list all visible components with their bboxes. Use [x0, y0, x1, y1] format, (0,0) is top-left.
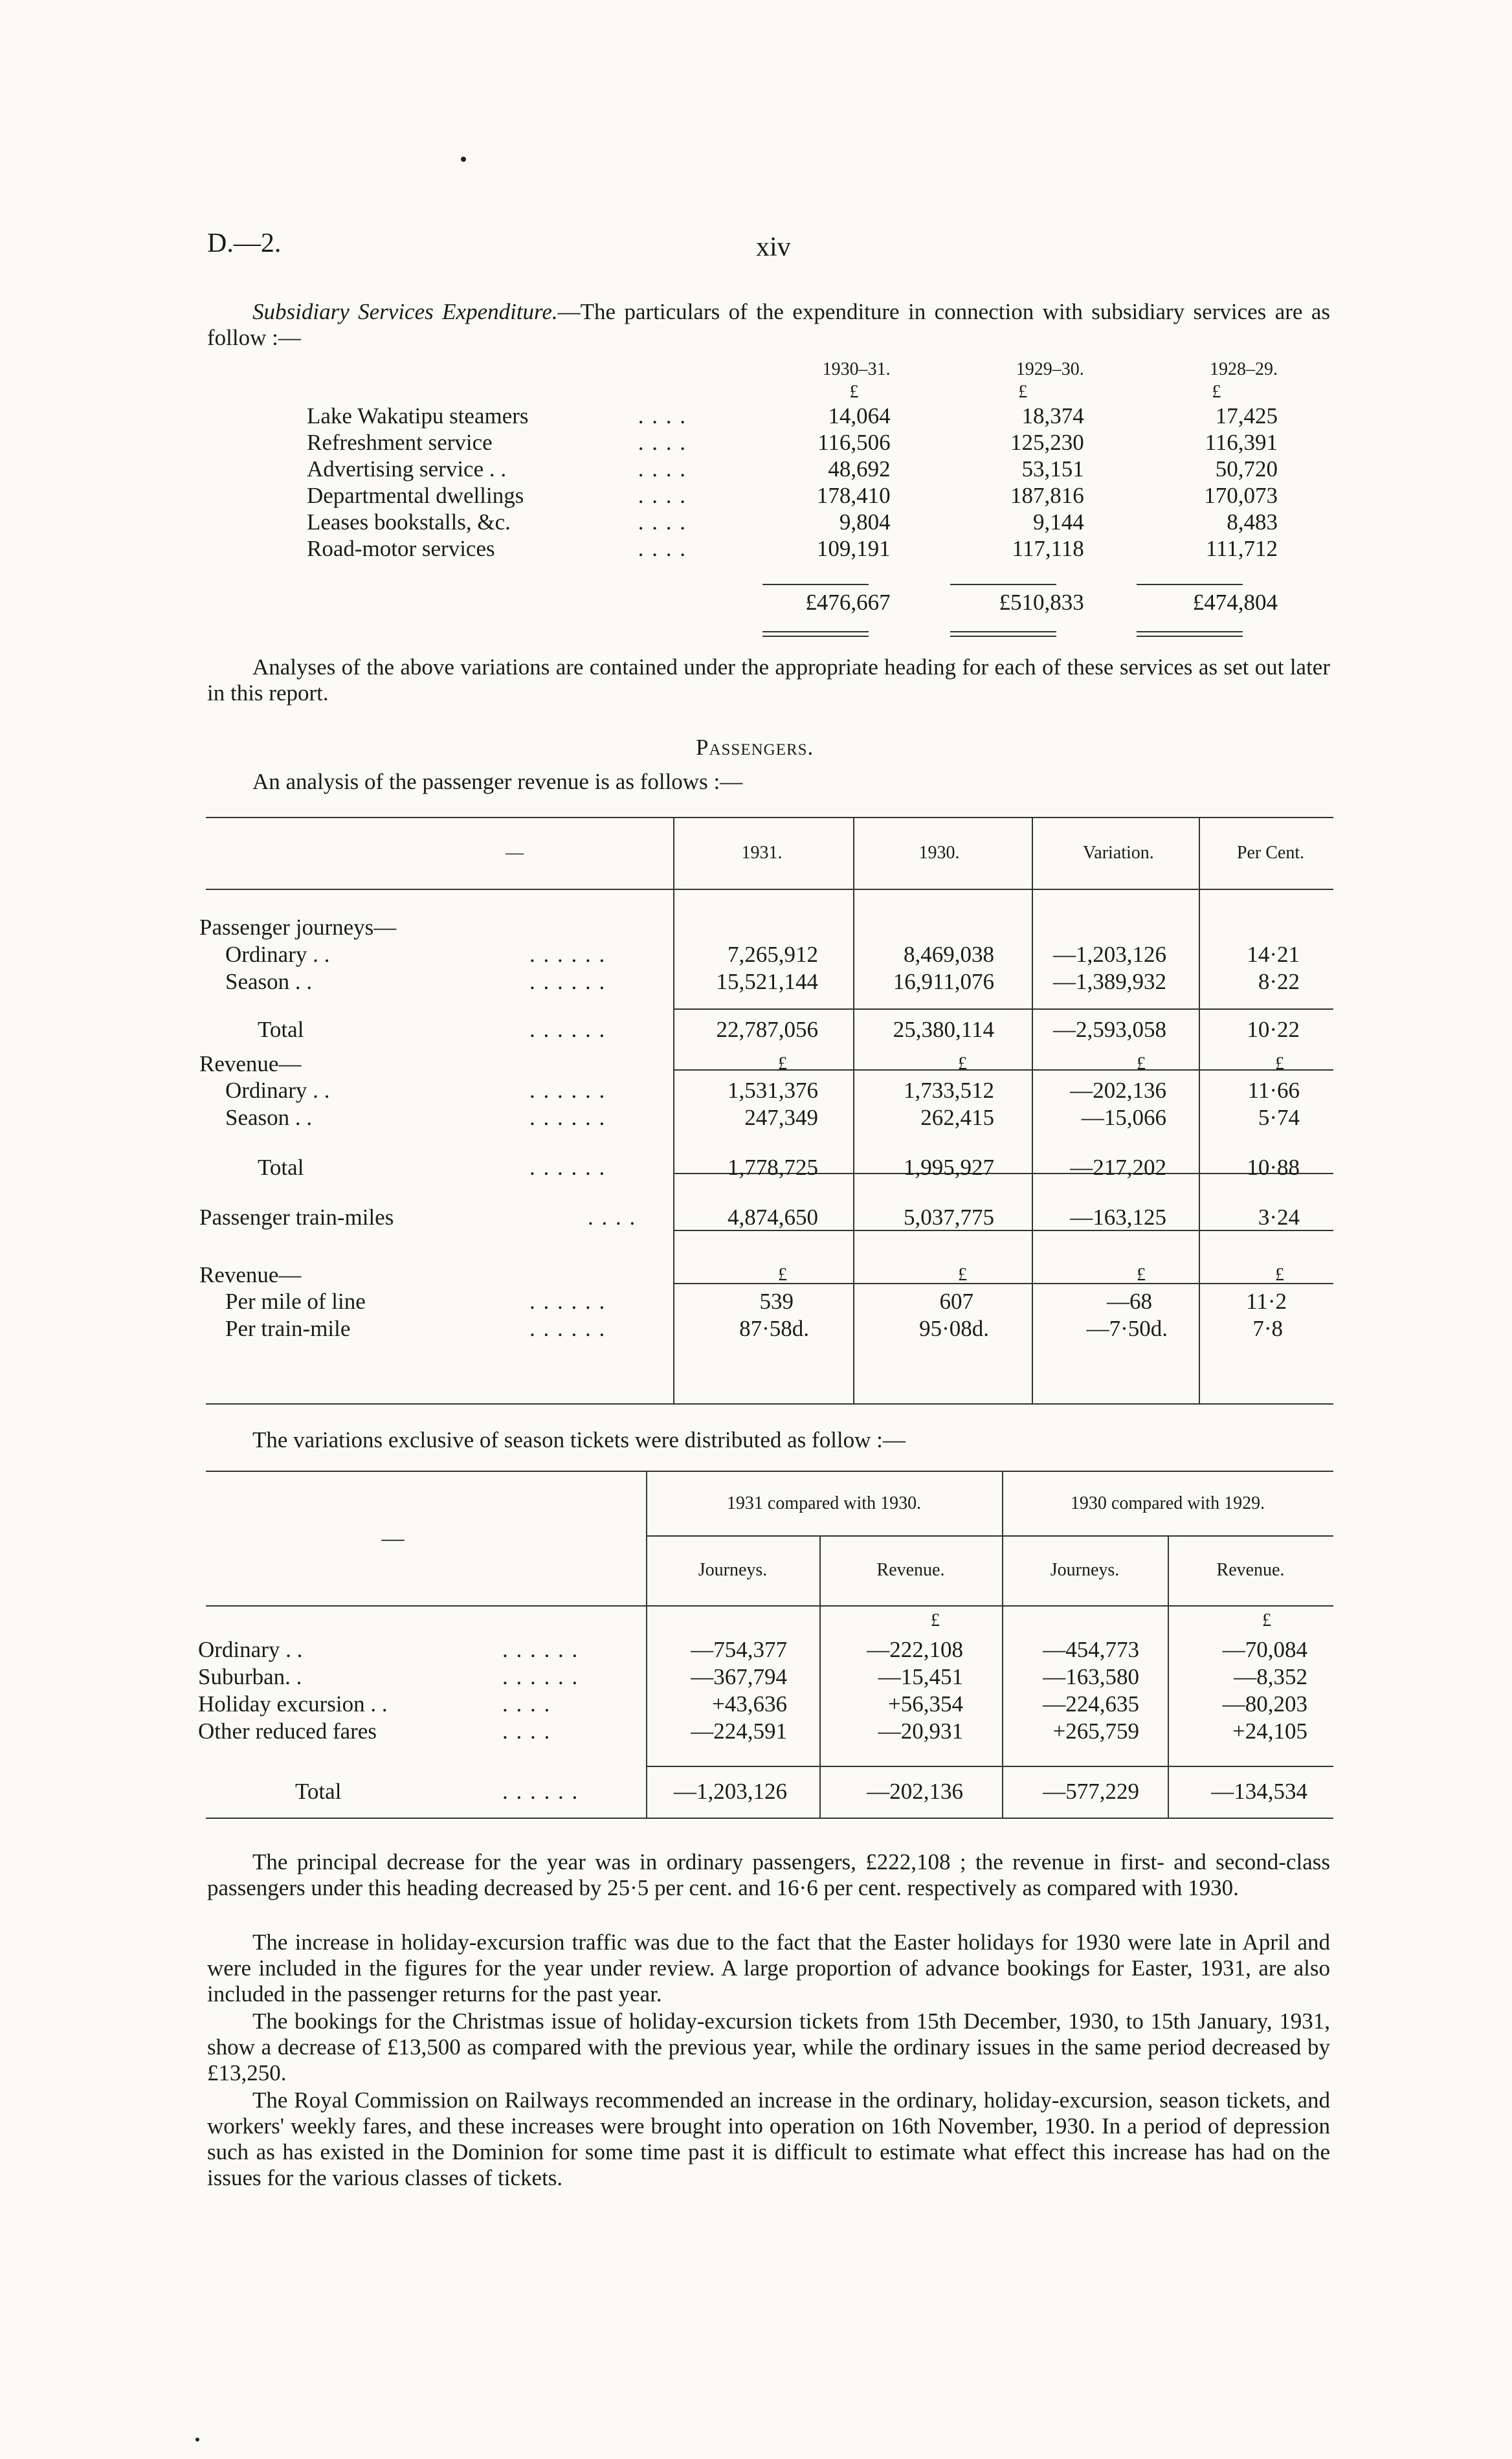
table-row	[307, 403, 1278, 429]
cell-value: 1,531,376	[728, 1078, 818, 1103]
table-row	[198, 1691, 1333, 1718]
cell-value: 95·08d.	[919, 1316, 989, 1341]
leader-dots: . . . .	[638, 429, 687, 455]
cell-value: —70,084	[1222, 1637, 1307, 1662]
cell-value: —1,203,126	[1053, 942, 1166, 967]
cell-value: —15,451	[878, 1664, 963, 1689]
table-row	[199, 1190, 1333, 1245]
cell-value: —80,203	[1222, 1691, 1307, 1717]
currency-symbol: £	[1137, 1265, 1146, 1285]
cell-value: 9,144	[1033, 509, 1084, 535]
col-header: Revenue.	[876, 1560, 945, 1580]
cell-value: 178,410	[816, 482, 891, 508]
double-rule	[762, 631, 869, 637]
leader-dots: . . . . . .	[529, 1078, 606, 1103]
subsidiary-col-3: 1928–29.	[1210, 359, 1278, 379]
cell-value: 11·2	[1246, 1289, 1287, 1314]
table-row	[199, 1104, 1333, 1131]
cell-value: —163,125	[1070, 1205, 1166, 1230]
cell-value: 11·66	[1247, 1078, 1300, 1103]
variations-intro: The variations exclusive of season tickets were distributed as follow :—	[252, 1427, 906, 1452]
cell-value: 8,469,038	[904, 942, 994, 967]
row-label: Ordinary . .	[225, 1078, 330, 1103]
table-row	[307, 482, 1278, 509]
subsidiary-col-2: 1929–30.	[1016, 359, 1084, 379]
cell-value: 116,391	[1205, 429, 1278, 455]
total-row	[198, 1767, 1333, 1816]
total-value: £474,804	[1192, 590, 1278, 615]
subsidiary-table	[307, 357, 1278, 619]
col-header: 1930.	[918, 843, 960, 863]
currency-symbol: £	[1212, 382, 1221, 402]
variations-table	[198, 1472, 1333, 1816]
currency-symbol: £	[931, 1610, 940, 1630]
leader-dots: . . . .	[638, 403, 687, 428]
total-row	[199, 1008, 1333, 1051]
cell-value: —163,580	[1043, 1664, 1139, 1689]
table-bottom-rule	[206, 1403, 1333, 1405]
cell-value: 539	[759, 1289, 794, 1314]
cell-value: —7·50d.	[1086, 1316, 1168, 1341]
currency-symbol: £	[958, 1054, 967, 1074]
table-row	[199, 968, 1333, 996]
document-code: D.—2.	[207, 228, 282, 258]
cell-value: —217,202	[1070, 1155, 1166, 1180]
cell-value: 17,425	[1215, 403, 1278, 428]
cell-value: —224,635	[1043, 1691, 1139, 1717]
section-heading: Passengers.	[696, 735, 814, 760]
row-label: Departmental dwellings	[307, 482, 524, 508]
page-speck	[195, 2438, 199, 2442]
leader-dots: . . . .	[588, 1205, 637, 1230]
currency-symbol: £	[1275, 1054, 1284, 1074]
cell-value: 8·22	[1258, 969, 1300, 994]
cell-value: 22,787,056	[716, 1017, 818, 1042]
row-label: Per mile of line	[225, 1289, 366, 1314]
cell-value: 16,911,076	[893, 969, 994, 994]
currency-symbol: £	[958, 1265, 967, 1285]
cell-value: 9,804	[839, 509, 891, 535]
row-label: Suburban. .	[198, 1664, 302, 1689]
cell-value: 14·21	[1247, 942, 1300, 967]
cell-value: 5,037,775	[904, 1205, 994, 1230]
row-label: Advertising service . .	[307, 456, 507, 482]
row-label: Ordinary . .	[225, 942, 330, 967]
table-row	[198, 1636, 1333, 1663]
col-header: Journeys.	[698, 1560, 768, 1580]
header-blank: —	[506, 843, 524, 863]
col-header: Journeys.	[1050, 1560, 1120, 1580]
table-row	[199, 1262, 1333, 1288]
cell-value: —2,593,058	[1053, 1017, 1166, 1042]
sum-rule	[950, 584, 1056, 585]
paragraph-holiday-excursion: The increase in holiday-excursion traffic was due to the fact that the Easter holidays for 1930 were late in April and were included in the figures for the year under review. A large proportion of advance bookings for Easter, 1931, are also included in the passenger returns for the past year.	[207, 1930, 1330, 2007]
cell-value: —202,136	[867, 1779, 963, 1804]
sum-rule	[762, 584, 869, 585]
paragraph-royal-commission: The Royal Commission on Railways recommended an increase in the ordinary, holiday-excursion, season tickets, and workers' weekly fares, and these increases were brought into operation on 16th November, 1930. In a period of depression such as has existed in the Dominion for some time past it is difficult to estimate what effect this increase has had on the issues for the various classes of tickets.	[207, 2087, 1330, 2190]
row-label: Other reduced fares	[198, 1719, 377, 1744]
col-header: Per Cent.	[1236, 843, 1305, 863]
paragraph-principal-decrease: The principal decrease for the year was in ordinary passengers, £222,108 ; the revenue in first- and second-class passengers under this heading decreased by 25·5 per cent. and 16·6 per cent. respectively as compared with 1930.	[207, 1849, 1330, 1900]
total-value: £476,667	[805, 590, 891, 615]
leader-dots: . . . . . .	[529, 942, 606, 967]
leader-dots: . . . . . .	[502, 1779, 579, 1804]
passenger-table	[199, 818, 1333, 1342]
cell-value: —1,389,932	[1053, 969, 1166, 994]
row-label: Per train-mile	[225, 1316, 351, 1341]
leader-dots: . . . . . .	[529, 969, 606, 994]
row-label: Ordinary . .	[198, 1637, 303, 1662]
leader-dots: . . . . . .	[529, 1316, 606, 1341]
totals-row	[307, 586, 1278, 619]
cell-value: 111,712	[1205, 535, 1278, 561]
cell-value: 125,230	[1010, 429, 1084, 455]
leader-dots: . . . .	[638, 456, 687, 482]
col-header: 1931.	[741, 843, 783, 863]
cell-value: 7·8	[1252, 1316, 1283, 1341]
cell-value: 53,151	[1021, 456, 1084, 482]
col-header: Variation.	[1083, 843, 1154, 863]
subsidiary-intro	[207, 299, 1330, 351]
table-row	[307, 429, 1278, 456]
leader-dots: . . . . . .	[529, 1017, 606, 1042]
double-rule	[950, 631, 1056, 637]
passengers-intro: An analysis of the passenger revenue is as follows :—	[252, 769, 743, 794]
row-label: Lake Wakatipu steamers	[307, 403, 529, 428]
leader-dots: . . . . . .	[529, 1105, 606, 1130]
leader-dots: . . . .	[638, 509, 687, 535]
leader-dots: . . . .	[502, 1691, 551, 1717]
cell-value: 15,521,144	[716, 969, 818, 994]
row-label: Season . .	[225, 969, 313, 994]
cell-value: 87·58d.	[739, 1316, 809, 1341]
subsidiary-col-1: 1930–31.	[822, 359, 891, 379]
cell-value: 187,816	[1010, 482, 1084, 508]
cell-value: 18,374	[1021, 403, 1084, 428]
currency-symbol: £	[849, 382, 859, 402]
currency-symbol: £	[778, 1054, 787, 1074]
cell-value: 4,874,650	[728, 1205, 818, 1230]
table-row	[307, 535, 1278, 562]
double-rule	[1137, 631, 1243, 637]
row-label: Passenger train-miles	[199, 1205, 394, 1230]
cell-value: —15,066	[1081, 1105, 1166, 1130]
page-speck	[461, 157, 466, 162]
paragraph-christmas-bookings: The bookings for the Christmas issue of holiday-excursion tickets from 15th December, 1930, to 15th January, 1931, show a decrease of £13,500 as compared with the previous year, while the ordinary issues in the same period decreased by £13,250.	[207, 2008, 1330, 2086]
cell-value: 109,191	[816, 535, 891, 561]
cell-value: —202,136	[1070, 1078, 1166, 1103]
row-label: Refreshment service	[307, 429, 493, 455]
row-label: Total	[295, 1779, 342, 1804]
cell-value: 48,692	[828, 456, 891, 482]
cell-value: —20,931	[878, 1719, 963, 1744]
cell-value: —454,773	[1043, 1637, 1139, 1662]
cell-value: 10·22	[1247, 1017, 1300, 1042]
col-header: Revenue.	[1216, 1560, 1285, 1580]
group-heading: Passenger journeys—	[199, 915, 397, 940]
currency-symbol: £	[778, 1265, 787, 1285]
total-row	[199, 1146, 1333, 1190]
cell-value: 1,778,725	[728, 1155, 818, 1180]
cell-value: +43,636	[712, 1691, 787, 1717]
cell-value: 25,380,114	[893, 1017, 994, 1042]
currency-symbol: £	[1018, 382, 1028, 402]
total-value: £510,833	[999, 590, 1084, 615]
table-bottom-rule	[206, 1818, 1333, 1819]
table-row	[307, 456, 1278, 482]
cell-value: —68	[1107, 1289, 1152, 1314]
table-row	[198, 1663, 1333, 1691]
cell-value: 247,349	[744, 1105, 818, 1130]
cell-value: 7,265,912	[728, 942, 818, 967]
cell-value: 8,483	[1227, 509, 1278, 535]
table-header	[198, 1472, 1333, 1535]
cell-value: —222,108	[867, 1637, 963, 1662]
cell-value: 116,506	[817, 429, 891, 455]
cell-value: +24,105	[1232, 1719, 1307, 1744]
header-blank: —	[381, 1526, 405, 1551]
cell-value: 1,733,512	[904, 1078, 994, 1103]
leader-dots: . . . . . .	[529, 1289, 606, 1314]
table-row	[199, 1315, 1333, 1342]
cell-value: —577,229	[1043, 1779, 1139, 1804]
group-heading: Revenue—	[199, 1262, 302, 1287]
cell-value: 170,073	[1204, 482, 1278, 508]
cell-value: 10·88	[1247, 1155, 1300, 1180]
leader-dots: . . . . . .	[502, 1637, 579, 1662]
table-header	[199, 818, 1333, 888]
row-label: Season . .	[225, 1105, 313, 1130]
cell-value: —1,203,126	[674, 1779, 787, 1804]
row-label: Road-motor services	[307, 535, 495, 561]
table-row	[199, 1051, 1333, 1077]
row-label: Holiday excursion . .	[198, 1691, 388, 1717]
cell-value: 5·74	[1258, 1105, 1300, 1130]
analyses-paragraph: Analyses of the above variations are contained under the appropriate heading for each of these services as set out later in this report.	[207, 654, 1330, 706]
row-label: Leases bookstalls, &c.	[307, 509, 511, 535]
cell-value: —224,591	[691, 1719, 787, 1744]
row-label: Total	[258, 1155, 304, 1180]
table-row	[307, 509, 1278, 535]
cell-value: 607	[939, 1289, 973, 1314]
cell-value: —367,794	[691, 1664, 787, 1689]
table-row	[199, 1077, 1333, 1104]
cell-value: +265,759	[1052, 1719, 1139, 1744]
cell-value: 117,118	[1012, 535, 1084, 561]
table-row	[199, 941, 1333, 968]
cell-value: —754,377	[691, 1637, 787, 1662]
cell-value: 1,995,927	[904, 1155, 994, 1180]
group-header: 1930 compared with 1929.	[1070, 1493, 1265, 1513]
group-heading: Revenue—	[199, 1051, 302, 1076]
subsidiary-heading: Subsidiary Services Expenditure.	[252, 299, 558, 324]
row-label: Total	[258, 1017, 304, 1042]
leader-dots: . . . . . .	[502, 1664, 579, 1689]
cell-value: 14,064	[828, 403, 891, 428]
cell-value: —8,352	[1234, 1664, 1307, 1689]
currency-symbol: £	[1137, 1054, 1146, 1074]
leader-dots: . . . . . .	[529, 1155, 606, 1180]
cell-value: 50,720	[1215, 456, 1278, 482]
subsidiary-intro-text: —The particulars of the expenditure in connection with subsidiary services are as follow :—	[207, 299, 1330, 350]
leader-dots: . . . .	[638, 482, 687, 508]
cell-value: 3·24	[1258, 1205, 1300, 1230]
leader-dots: . . . .	[502, 1719, 551, 1744]
leader-dots: . . . .	[638, 535, 687, 561]
table-row	[199, 1288, 1333, 1315]
group-header: 1931 compared with 1930.	[726, 1493, 922, 1513]
cell-value: —134,534	[1211, 1779, 1307, 1804]
currency-symbol: £	[1275, 1265, 1284, 1285]
currency-symbol: £	[1262, 1610, 1271, 1630]
page-number: xiv	[756, 232, 791, 262]
cell-value: +56,354	[888, 1691, 963, 1717]
cell-value: 262,415	[920, 1105, 994, 1130]
table-row	[198, 1718, 1333, 1745]
sum-rule	[1137, 584, 1243, 585]
